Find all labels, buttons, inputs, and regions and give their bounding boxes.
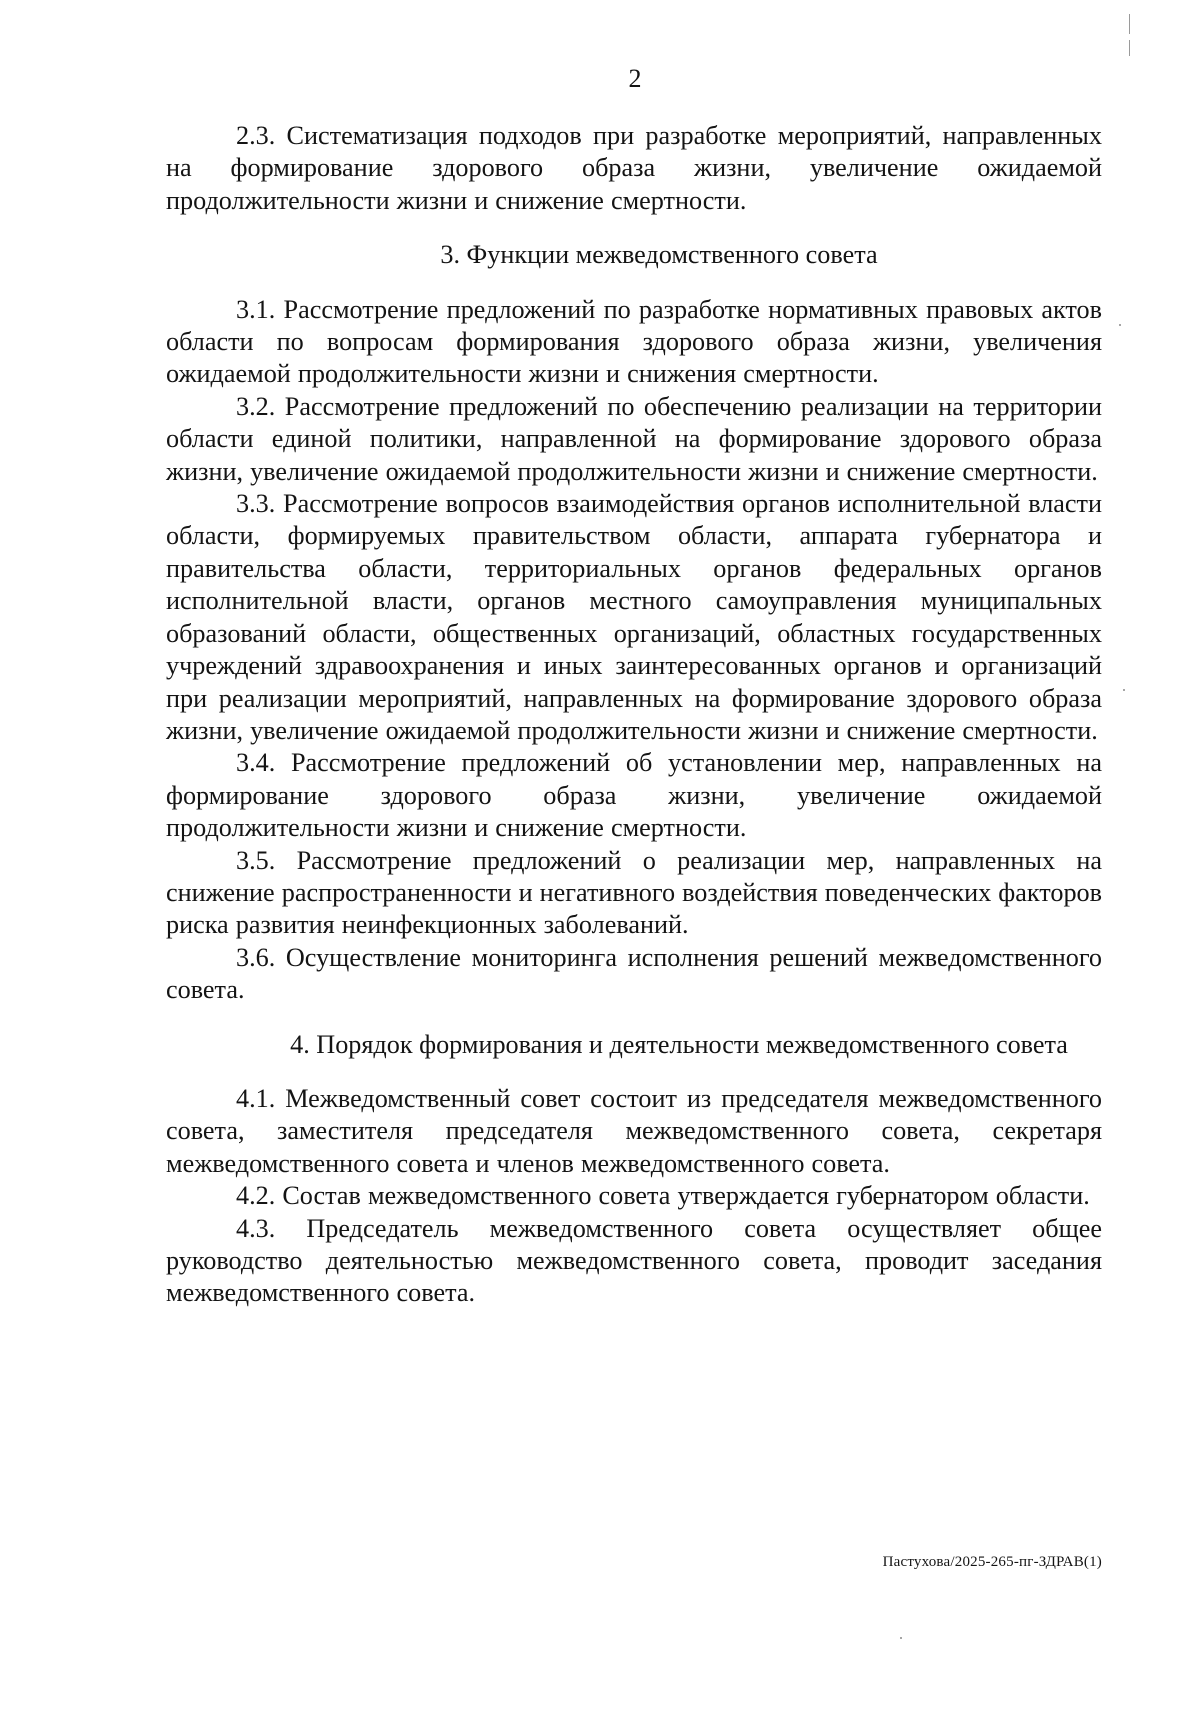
scan-artifact-line bbox=[1129, 14, 1130, 34]
section-3-heading: 3. Функции межведомственного совета bbox=[440, 240, 878, 270]
clause-4-2: 4.2. Состав межведомственного совета утверждается губернатором области. bbox=[236, 1181, 1090, 1211]
clause-3-3: 3.3. Рассмотрение вопросов взаимодействия органов исполнительной власти области, формируемых правительством области, аппарата губернатора и правительства области, территориальных органов федеральных органов исполнительной власти, органов местного самоуправления муниципальных образований области, общественных организаций, областных государственных учреждений здравоохранения и иных заинтересованных органов и организаций при реализации мероприятий, направленных на формирование здорового образа жизни, увеличение ожидаемой продолжительности жизни и снижение смертности. bbox=[166, 489, 1102, 745]
clause-4-1: 4.1. Межведомственный совет состоит из председателя межведомственного совета, заместителя председателя межведомственного совета, секретаря межведомственного совета и членов межведомственного совета. bbox=[166, 1083, 1102, 1178]
clause-3-2: 3.2. Рассмотрение предложений по обеспечению реализации на территории области единой политики, направленной на формирование здорового образа жизни, увеличение ожидаемой продолжительности жизни и снижение смертности. bbox=[166, 391, 1102, 486]
clause-3-5: 3.5. Рассмотрение предложений о реализации мер, направленных на снижение распространенности и негативного воздействия поведенческих факторов риска развития неинфекционных заболеваний. bbox=[166, 845, 1102, 940]
scan-artifact-dot bbox=[900, 1637, 902, 1639]
clause-3-6: 3.6. Осуществление мониторинга исполнения решений межведомственного совета. bbox=[166, 942, 1102, 1005]
scan-artifact-dot bbox=[1123, 689, 1125, 691]
document-code: Пастухова/2025-265-пг-ЗДРАВ(1) bbox=[882, 1554, 1102, 1570]
section-4-heading: 4. Порядок формирования и деятельности межведомственного совета bbox=[290, 1029, 1068, 1059]
clause-2-3: 2.3. Систематизация подходов при разработке мероприятий, направленных на формирование здорового образа жизни, увеличение ожидаемой продолжительности жизни и снижение смертности. bbox=[166, 121, 1102, 215]
page-number: 2 bbox=[628, 64, 642, 93]
clause-3-4: 3.4. Рассмотрение предложений об установлении мер, направленных на формирование здорового образа жизни, увеличение ожидаемой продолжительности жизни и снижение смертности. bbox=[166, 748, 1102, 843]
scan-artifact-dot bbox=[1119, 324, 1121, 326]
clause-3-1: 3.1. Рассмотрение предложений по разработке нормативных правовых актов области по вопросам формирования здорового образа жизни, увеличения ожидаемой продолжительности жизни и снижения смертности. bbox=[166, 294, 1102, 389]
document-body bbox=[166, 120, 1102, 1310]
clause-4-3: 4.3. Председатель межведомственного совета осуществляет общее руководство деятельностью межведомственного совета, проводит заседания межведомственного совета. bbox=[166, 1213, 1102, 1308]
scan-artifact-line bbox=[1129, 40, 1130, 56]
